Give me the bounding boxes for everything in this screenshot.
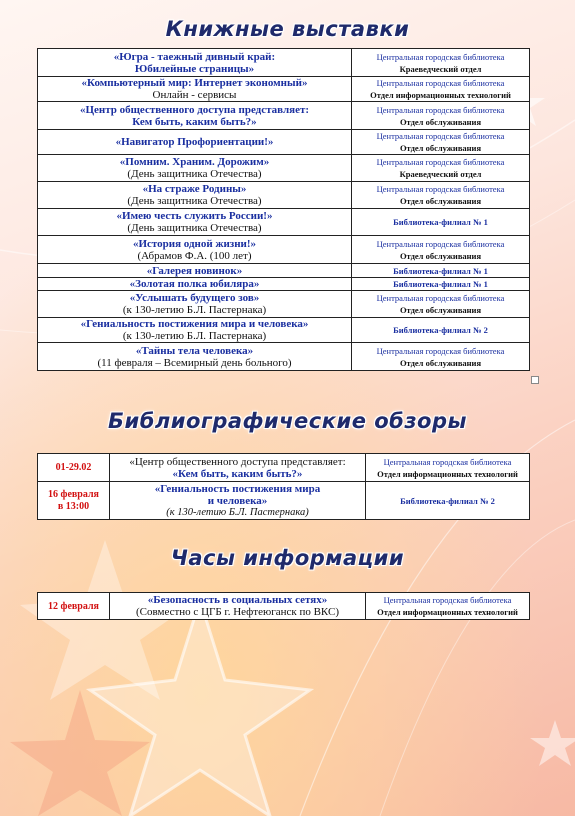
exhibition-location-cell	[352, 278, 530, 291]
table-row	[38, 49, 530, 77]
library-name: Центральная городская библиотека	[376, 131, 505, 141]
exhibition-title: «Гениальность постижения мира и человека»	[80, 318, 309, 330]
table-row	[38, 264, 530, 278]
department-name: Отдел обслуживания	[399, 250, 482, 261]
exhibition-title-cell	[38, 343, 352, 371]
exhibition-title: «Югра - таежный дивный край:	[113, 50, 276, 63]
exhibition-title-cell	[38, 264, 352, 278]
library-name: Центральная городская библиотека	[376, 157, 505, 167]
table-row	[38, 454, 530, 482]
resize-handle[interactable]	[531, 376, 539, 384]
review-location-cell	[366, 482, 530, 520]
exhibition-title-line2: Юбилейные страницы»	[134, 62, 255, 75]
review-title: «Кем быть, каким быть?»	[172, 467, 303, 480]
library-name: Центральная городская библиотека	[376, 345, 505, 356]
table-row	[38, 278, 530, 291]
review-date-cell	[38, 454, 110, 482]
exhibition-title: «Имею честь служить России!»	[116, 210, 273, 222]
exhibition-title-cell	[38, 49, 352, 77]
exhibition-title: «Галерея новинок»	[146, 264, 243, 277]
table-row	[38, 593, 530, 620]
exhibition-title-cell	[38, 278, 352, 291]
info-title-cell	[110, 593, 366, 620]
exhibition-location-cell	[352, 102, 530, 130]
department-name: Отдел обслуживания	[399, 305, 482, 315]
library-name: Центральная городская библиотека	[376, 51, 505, 62]
library-name: Библиотека-филиал № 2	[400, 495, 495, 506]
department-name: Отдел обслуживания	[399, 116, 482, 127]
exhibition-location-cell	[352, 182, 530, 209]
table-row	[38, 318, 530, 343]
library-name: Библиотека-филиал № 1	[393, 279, 488, 289]
library-name: Центральная городская библиотека	[376, 78, 505, 88]
exhibition-location-cell	[352, 236, 530, 264]
library-name: Библиотека-филиал № 1	[393, 217, 488, 227]
review-location-cell	[366, 454, 530, 482]
library-name: Центральная городская библиотека	[383, 456, 512, 467]
exhibition-title-cell	[38, 102, 352, 130]
exhibition-title: «Навигатор Профориентации!»	[115, 136, 274, 148]
reviews-table	[37, 453, 530, 520]
table-row	[38, 236, 530, 264]
review-date: 16 февраля	[48, 488, 99, 500]
library-name: Центральная городская библиотека	[376, 238, 505, 249]
exhibition-location-cell	[352, 343, 530, 371]
info-heading: Часы информации	[170, 546, 405, 570]
library-name: Центральная городская библиотека	[376, 184, 505, 194]
exhibition-title: «Компьютерный мир: Интернет экономный»	[81, 77, 308, 89]
department-name: Краеведческий отдел	[399, 63, 482, 74]
exhibition-location-cell	[352, 318, 530, 343]
exhibition-subtitle: (День защитника Отечества)	[127, 222, 262, 234]
info-location-cell	[366, 593, 530, 620]
info-title: «Безопасность в социальных сетях»	[147, 594, 328, 606]
table-row	[38, 155, 530, 182]
review-date-cell	[38, 482, 110, 520]
table-row	[38, 291, 530, 318]
exhibition-location-cell	[352, 264, 530, 278]
library-name: Библиотека-филиал № 2	[393, 325, 488, 335]
exhibition-subtitle: Онлайн - сервисы	[152, 89, 237, 101]
exhibition-title-line2: Кем быть, каким быть?»	[132, 115, 257, 128]
department-name: Отдел обслуживания	[399, 357, 482, 368]
review-pretitle: «Центр общественного доступа представляет:	[129, 455, 346, 468]
reviews-heading: Библиографические обзоры	[107, 409, 467, 433]
exhibition-title-cell	[38, 182, 352, 209]
exhibition-title: «История одной жизни!»	[132, 237, 257, 250]
department-name: Отдел информационных технологий	[377, 607, 518, 617]
exhibition-subtitle: (День защитника Отечества)	[127, 168, 262, 180]
department-name: Отдел информационных технологий	[377, 468, 518, 479]
exhibition-title: «На страже Родины»	[142, 183, 247, 195]
info-date-cell	[38, 593, 110, 620]
table-row	[38, 182, 530, 209]
exhibition-title: «Золотая полка юбиляра»	[129, 278, 260, 290]
review-date: 01-29.02	[55, 461, 92, 473]
library-name: Центральная городская библиотека	[376, 293, 505, 303]
exhibition-title-cell	[38, 155, 352, 182]
review-time: в 13:00	[57, 500, 90, 512]
exhibition-subtitle: (к 130-летию Б.Л. Пастернака)	[122, 330, 267, 342]
exhibition-location-cell	[352, 155, 530, 182]
review-title-cell	[110, 454, 366, 482]
table-row	[38, 130, 530, 155]
info-date: 12 февраля	[48, 601, 99, 612]
table-row	[38, 209, 530, 236]
exhibitions-table	[37, 48, 530, 371]
exhibition-subtitle: (День защитника Отечества)	[127, 195, 262, 207]
exhibition-title-cell	[38, 77, 352, 102]
exhibition-title-cell	[38, 318, 352, 343]
exhibition-subtitle: (11 февраля – Всемирный день больного)	[97, 356, 292, 369]
review-title: «Гениальность постижения мира	[154, 482, 321, 495]
exhibition-location-cell	[352, 49, 530, 77]
exhibition-title: «Центр общественного доступа представляет:	[79, 103, 310, 116]
table-row	[38, 482, 530, 520]
exhibition-title-cell	[38, 236, 352, 264]
info-table	[37, 592, 530, 620]
exhibition-title: «Тайны тела человека»	[135, 344, 254, 357]
review-title-line2: и человека»	[207, 494, 268, 507]
table-row	[38, 343, 530, 371]
exhibition-title-cell	[38, 209, 352, 236]
library-name: Библиотека-филиал № 1	[393, 265, 488, 276]
department-name: Краеведческий отдел	[399, 169, 482, 179]
library-name: Центральная городская библиотека	[383, 595, 512, 605]
department-name: Отдел информационных технологий	[370, 90, 511, 100]
library-name: Центральная городская библиотека	[376, 104, 505, 115]
table-row	[38, 77, 530, 102]
exhibition-title: «Услышать будущего зов»	[129, 292, 260, 304]
department-name: Отдел обслуживания	[399, 196, 482, 206]
review-title-cell	[110, 482, 366, 520]
exhibition-subtitle: (Абрамов Ф.А. (100 лет)	[137, 249, 252, 262]
review-subtitle: (к 130-летию Б.Л. Пастернака)	[166, 506, 309, 518]
exhibition-title-cell	[38, 291, 352, 318]
exhibition-title-cell	[38, 130, 352, 155]
info-subtitle: (Совместно с ЦГБ г. Нефтеюганск по ВКС)	[135, 606, 339, 618]
exhibitions-heading: Книжные выставки	[165, 17, 410, 41]
table-row	[38, 102, 530, 130]
exhibition-title: «Помним. Храним. Дорожим»	[119, 156, 270, 168]
exhibition-location-cell	[352, 291, 530, 318]
department-name: Отдел обслуживания	[399, 143, 482, 153]
exhibition-subtitle: (к 130-летию Б.Л. Пастернака)	[122, 304, 267, 316]
exhibition-location-cell	[352, 130, 530, 155]
exhibition-location-cell	[352, 77, 530, 102]
exhibition-location-cell	[352, 209, 530, 236]
